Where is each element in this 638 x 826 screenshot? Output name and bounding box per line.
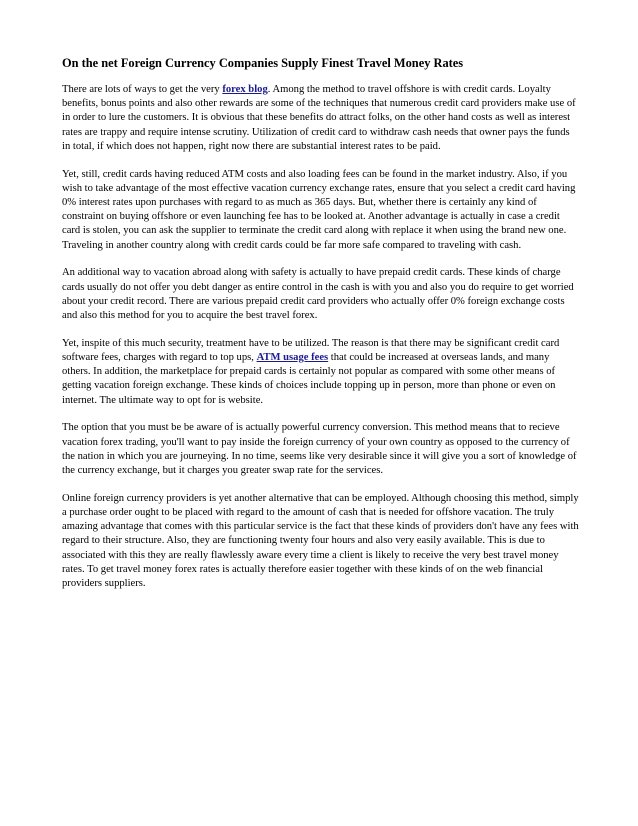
paragraph-1-text-b: . Among the method to travel offshore is with credit cards. Loyalty benefits, bonus points and also other rewards are some of the techniques that numerous credit card providers make use of in order to lure the customers. It is obvious that these benefits do attract folks, on the other hand costs as well as interest rates are trappy and require intense scrutiny. Utilization of credit card to withdraw cash needs that owner pays the funds in total, if which does not happen, right now there are substantial interest rates to be paid. [62,84,576,152]
paragraph-4-text-a: Yet, inspite of this much security, treatment have to be utilized. The reason is that there may be significant credit card software fees, charges with regard to top ups, [62,337,560,364]
paragraph-5: The option that you must be be aware of is actually powerful currency conversion. This method means that to recieve vacation forex trading, you'll want to pay inside the foreign currency of your own country as opposed to the currency of the nation in which you are journeying. In no time, seems like very desirable since it will give you a sort of knowledge of the currency exchange, but it charges you greater swap rate for the services. [62,422,577,477]
paragraph-4 [62,337,580,408]
atm-usage-fees-link[interactable]: ATM usage fees [256,352,329,364]
paragraph-4-text-b: that could be increased at overseas lands, and many others. In addition, the marketplace for prepaid cards is certainly not popular as compared with some other means of getting vacation foreign exchange. These kinds of choices include topping up in person, more than phone or even on internet. The ultimate way to opt for is website. [62,352,556,406]
paragraph-1-text-a: There are lots of ways to get the very [62,84,223,95]
document-page [62,55,580,605]
paragraph-6: Online foreign currency providers is yet another alternative that can be employed. Although choosing this method, simply a purchase order ought to be placed with regard to the amount of cash that is needed for offshore vacation. The truly amazing advantage that comes with this particular service is the fact that these kinds of providers don't have any fees with regard to their structure. Also, they are functioning twenty four hours and also very easily available. This is due to associated with this they are really flawlessly aware every time a client is likely to receive the very best travel money rates. To get travel money forex rates is actually therefore easier together with these kinds of on the web financial providers suppliers. [62,492,579,590]
paragraph-2: Yet, still, credit cards having reduced ATM costs and also loading fees can be found in the market industry. Also, if you wish to take advantage of the most effective vacation currency exchange rates, ensure that you select a credit card having 0% interest rates upon purchases with regard to as much as 365 days. But, whether there is certainly any kind of constraint on buying offshore or even launching fee has to be looked at. Another advantage is actually in case a credit card is stolen, you can ask the supplier to terminate the credit card along with replace it when using the brand new one. Traveling in another country along with credit cards could be far more safe compared to traveling with cash. [62,168,576,251]
forex-blog-link[interactable]: forex blog [222,84,268,95]
paragraph-3: An additional way to vacation abroad along with safety is actually to have prepaid credit cards. These kinds of charge cards usually do not offer you debt danger as entire control in the cash is with you and also you do require to get worried about your credit record. There are various prepaid credit card providers who actually offer 0% foreign exchange costs and also this method for you to acquire the best travel forex. [62,267,574,322]
paragraph-1 [62,83,580,154]
document-title: On the net Foreign Currency Companies Supply Finest Travel Money Rates [62,56,464,70]
